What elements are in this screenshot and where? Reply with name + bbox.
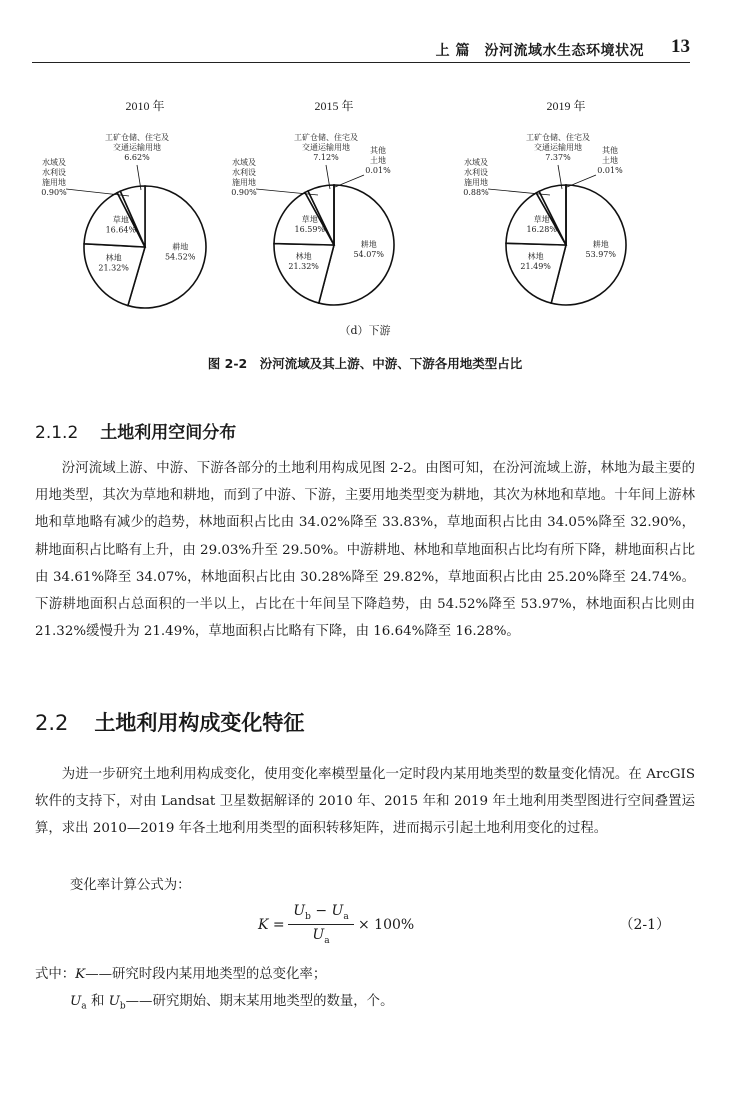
section-title: 土地利用空间分布 [100,423,237,443]
pie-label: 54.07% [353,250,384,260]
pie-label: 施用地 [42,178,66,187]
pie-label: 土地 [370,156,386,165]
pie-label: 水域及 [464,158,488,167]
pie-label: 土地 [602,156,618,165]
pie-label: 水域及 [42,158,66,167]
page-header [32,36,690,63]
pie-label: 草地 [112,215,129,225]
pie-label: 16.28% [526,225,557,235]
formula-lhs: K [258,917,269,933]
pie-label: 交通运输用地 [302,143,350,152]
pie-title: 2015 年 [314,99,354,113]
pie-label: 16.64% [105,225,137,235]
pie-label: 7.12% [313,153,339,162]
pie-label: 7.37% [545,153,571,162]
section-heading-2-1-2 [35,418,236,443]
pie-label: 21.49% [520,261,551,271]
pie-label: 交通运输用地 [534,143,582,152]
pie-label: 水利设 [232,168,256,177]
pie-label: 工矿仓储、住宅及 [294,133,358,142]
formula-denominator: $U_a$ [312,926,330,946]
equation-number: （2-1） [619,917,670,933]
pie-label: 工矿仓储、住宅及 [526,133,590,142]
leader-line [335,175,364,187]
pie-label: 其他 [602,146,618,155]
pie-label: 施用地 [232,178,256,187]
pie-label: 其他 [370,146,386,155]
section-number: 2.1.2 [35,423,79,443]
pie-label: 施用地 [464,178,488,187]
pie-label: 0.90% [231,188,257,197]
page-number: 13 [671,36,690,57]
formula-multiplier: × 100% [358,917,415,933]
pie-label: 0.01% [365,166,391,175]
pie-label: 水利设 [464,168,488,177]
pie-label: 16.59% [294,224,326,234]
pie-label: 0.88% [463,188,489,197]
paragraph-formula-intro: 变化率计算公式为： [70,878,191,893]
definition-u: $U_a$ 和 $U_b——$研究期始、期末某用地类型的数量，个。 [70,994,394,1012]
pie-label: 工矿仓储、住宅及 [105,133,169,142]
pie-label: 林地 [295,251,312,261]
running-title: 上 篇 汾河流域水生态环境状况 [435,43,644,59]
formula-fraction [288,903,354,946]
section-number: 2.2 [35,711,69,735]
pie-label: 草地 [533,215,550,225]
pie-label: 林地 [527,251,544,261]
figure-subcaption: （d）下游 [339,324,391,337]
definition-k: 式中：K——研究时段内某用地类型的总变化率； [35,967,327,982]
pie-title: 2019 年 [546,99,586,113]
figure-caption: 图 2-2 汾河流域及其上游、中游、下游各用地类型占比 [207,356,523,371]
pie-label: 草地 [301,214,318,224]
pie-label: 水利设 [42,168,66,177]
pie-label: 6.62% [124,153,150,162]
pie-label: 53.97% [585,250,617,260]
pie-label: 水域及 [232,158,256,167]
pie-label: 0.90% [41,188,67,197]
section-heading-2-2 [35,707,304,737]
paragraph-change-method: 为进一步研究土地利用构成变化，使用变化率模型量化一定时段内某用地类型的数量变化情况。在 ArcGIS 软件的支持下，对由 Landsat 卫星数据解译的 2010 年、2015 年和 2019 年土地利用类型图进行空间叠置运算，求出 2010—2019 年各土地利用类型的面积转移矩阵，进而揭示引起土地利用变化的过程。 [35,767,695,837]
pie-label: 21.32% [98,263,129,273]
paragraph-spatial-distribution: 汾河流域上游、中游、下游各部分的土地利用构成见图 2-2。由图可知，在汾河流域上游，林地为最主要的用地类型，其次为草地和耕地，而到了中游、下游，主要用地类型变为耕地，其次为林地和草地。十年间上游林地和草地略有减少的趋势，林地面积占比由 34.02%降至 33.83%，草地面积占比由 34.05%降至 32.90%，耕地面积占比略有上升，由 29.03%升至 29.50%。中游耕地、林地和草地面积占比均有所下降，耕地面积占比由 34.61%降至 34.07%，林地面积占比由 30.28%降至 29.82%，草地面积占比由 25.20%降至 24.74%。下游耕地面积占总面积的一半以上，占比在十年间呈下降趋势，由 54.52%降至 53.97%，林地面积占比则由 21.32%缓慢升为 21.49%，草地面积占比略有下降，由 16.64%降至 16.28%。 [35,461,695,640]
change-rate-formula: K = $\frac{U_b - U_a}{U_a}$ × 100% [258,903,415,946]
pie-charts-figure [0,95,730,345]
pie-label: 耕地 [360,240,377,250]
pie-label: 耕地 [592,240,609,250]
section-title: 土地利用构成变化特征 [94,711,305,735]
pie-title: 2010 年 [125,99,165,113]
pie-label: 林地 [105,253,122,263]
pie-label: 54.52% [164,252,196,262]
pie-label: 0.01% [597,166,623,175]
formula-numerator: $U_b - U_a$ [288,903,354,925]
pie-label: 耕地 [172,242,189,252]
pie-label: 21.32% [288,261,319,271]
pie-label: 交通运输用地 [113,143,161,152]
leader-line [567,175,596,187]
